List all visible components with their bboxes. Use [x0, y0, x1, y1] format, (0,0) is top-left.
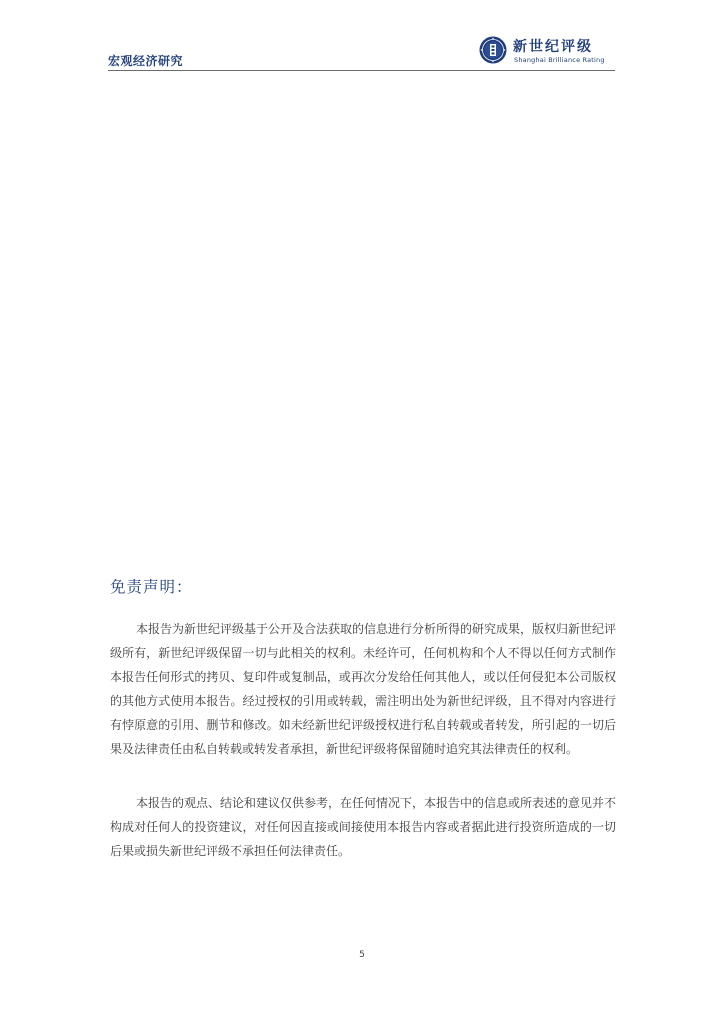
- header-divider: [108, 70, 615, 71]
- logo-name-english: Shanghai Brilliance Rating: [514, 56, 605, 64]
- disclaimer-paragraph-copyright: 本报告为新世纪评级基于公开及合法获取的信息进行分析所得的研究成果，版权归新世纪评级所有，新世纪评级保留一切与此相关的权利。未经许可，任何机构和个人不得以任何方式制作本报告任何形式的拷贝、复印件或复制品，或再次分发给任何其他人，或以任何侵犯本公司版权的其他方式使用本报告。经过授权的引用或转载，需注明出处为新世纪评级，且不得对内容进行有悖原意的引用、删节和修改。如未经新世纪评级授权进行私自转载或者转发，所引起的一切后果及法律责任由私自转载或转发者承担，新世纪评级将保留随时追究其法律责任的权利。: [110, 622, 617, 756]
- rating-agency-emblem-icon: [479, 36, 507, 64]
- report-category-title: 宏观经济研究: [108, 54, 184, 68]
- disclaimer-paragraph-liability: 本报告的观点、结论和建议仅供参考，在任何情况下，本报告中的信息或所表述的意见并不构成对任何人的投资建议，对任何因直接或间接使用本报告内容或者据此进行投资所造成的一切后果或损失新世纪评级不承担任何法律责任。: [110, 796, 617, 858]
- page-number: 5: [359, 950, 365, 960]
- company-logo: [479, 34, 607, 68]
- logo-name-chinese: 新世纪评级: [513, 39, 593, 55]
- page-header: [108, 30, 615, 72]
- disclaimer-heading: 免责声明：: [110, 578, 193, 596]
